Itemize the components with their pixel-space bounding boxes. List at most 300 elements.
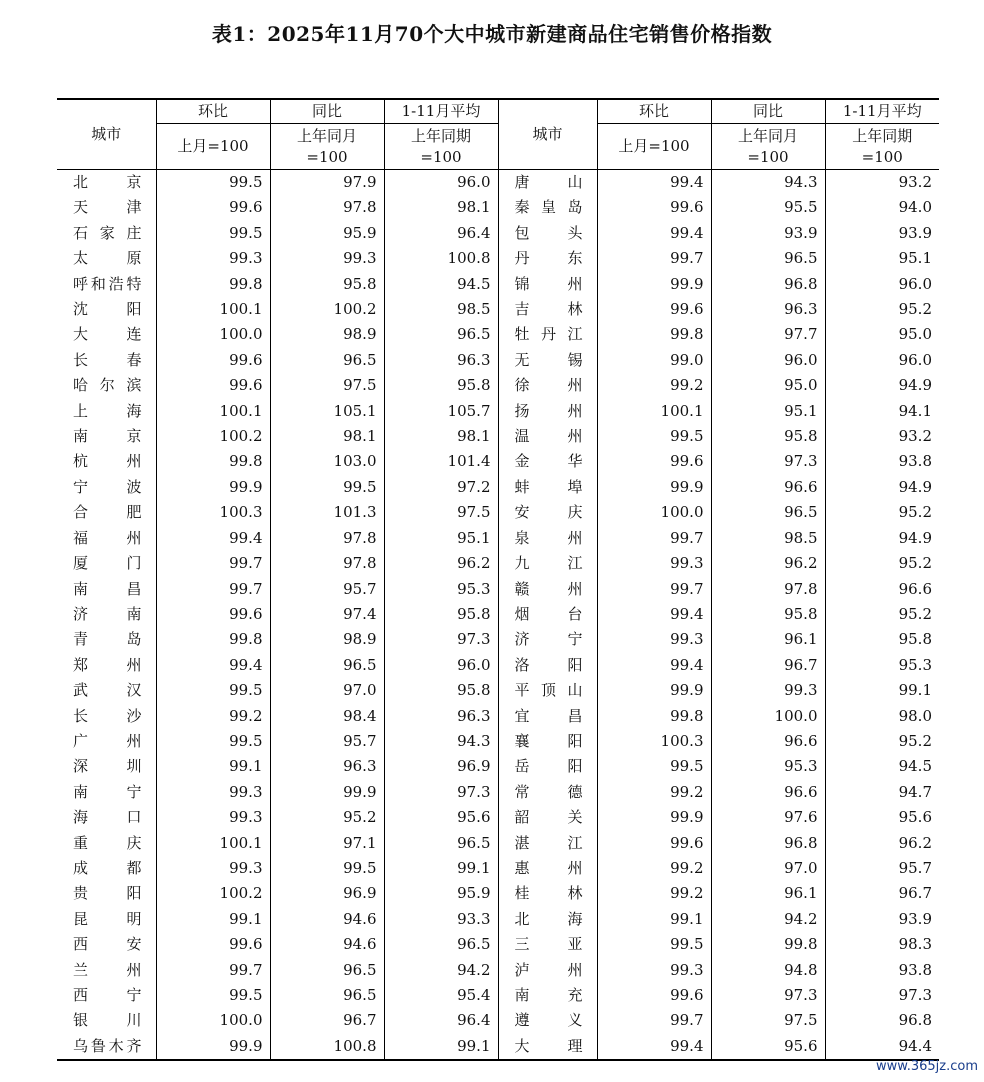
avg-right-cell: 93.2: [825, 424, 939, 449]
city-left-cell: 济南: [73, 604, 142, 623]
avg-left-cell: 97.3: [384, 627, 498, 652]
mom-left-cell: 100.1: [156, 399, 270, 424]
city-left-cell: 乌鲁木齐: [57, 1034, 156, 1060]
city-right-cell: 桂林: [498, 881, 597, 906]
avg-left-cell: 99.1: [384, 856, 498, 881]
avg-right-cell: 95.0: [825, 322, 939, 347]
city-right-cell: 遵义: [498, 1008, 597, 1033]
city-right-cell: 锦州: [498, 272, 597, 297]
city-left-cell: 南宁: [73, 782, 142, 801]
yoy-right-cell: 94.3: [711, 170, 825, 196]
mom-right-cell: 99.9: [597, 272, 711, 297]
city-left-cell: 成都: [73, 858, 142, 877]
mom-left-cell: 99.5: [156, 170, 270, 196]
avg-left-cell: 96.4: [384, 1008, 498, 1033]
city-right-cell: 泸州: [498, 958, 597, 983]
mom-left-cell: 99.1: [156, 907, 270, 932]
mom-left-cell: 99.9: [156, 1034, 270, 1060]
yoy-left-cell: 100.8: [270, 1034, 384, 1060]
mom-left-cell: 99.8: [156, 272, 270, 297]
yoy-right-cell: 97.6: [711, 805, 825, 830]
mom-right-cell: 99.7: [597, 246, 711, 271]
avg-left-cell: 95.8: [384, 602, 498, 627]
mom-left-cell: 99.1: [156, 754, 270, 779]
mom-right-cell: 99.9: [597, 805, 711, 830]
city-right-cell: 徐州: [498, 373, 597, 398]
city-right-cell: 洛阳: [498, 653, 597, 678]
avg-right-cell: 95.3: [825, 653, 939, 678]
city-left-cell: 银川: [73, 1011, 142, 1030]
mom-left-cell: 99.3: [156, 780, 270, 805]
mom-right-cell: 99.4: [597, 602, 711, 627]
table-row: [57, 551, 939, 576]
city-left-cell: 海口: [73, 808, 142, 827]
city-right-cell: 襄阳: [498, 729, 597, 754]
city-left-cell: 北京: [73, 173, 142, 191]
mom-right-cell: 99.7: [597, 526, 711, 551]
yoy-right-cell: 97.7: [711, 322, 825, 347]
watermark: www.365jz.com: [876, 1059, 978, 1074]
avg-left-cell: 96.0: [384, 653, 498, 678]
avg-right-cell: 96.2: [825, 831, 939, 856]
yoy-right-cell: 96.6: [711, 780, 825, 805]
table-row: [57, 627, 939, 652]
city-left-cell: 昆明: [73, 909, 142, 928]
city-header: 城市: [57, 99, 156, 170]
city-left-cell: 上海: [73, 401, 142, 420]
yoy-left-cell: 103.0: [270, 449, 384, 474]
mom-right-cell: 99.4: [597, 1034, 711, 1060]
yoy-right-cell: 97.3: [711, 983, 825, 1008]
avg-right-cell: 96.7: [825, 881, 939, 906]
avg-left-cell: 96.3: [384, 704, 498, 729]
avg-right-cell: 94.9: [825, 475, 939, 500]
avg-right-cell: 95.2: [825, 602, 939, 627]
avg-right-cell: 99.1: [825, 678, 939, 703]
avg-left-cell: 105.7: [384, 399, 498, 424]
city-left-cell: 福州: [73, 528, 142, 547]
city-right-cell: 岳阳: [498, 754, 597, 779]
price-index-table: [57, 98, 939, 1061]
city-left-cell: 青岛: [73, 630, 142, 649]
yoy-right-cell: 95.0: [711, 373, 825, 398]
avg-left-cell: 96.9: [384, 754, 498, 779]
avg-left-cell: 99.1: [384, 1034, 498, 1060]
mom-right-cell: 99.6: [597, 195, 711, 220]
mom-header-2: 环比: [597, 99, 711, 124]
mom-left-cell: 100.0: [156, 1008, 270, 1033]
mom-left-cell: 99.6: [156, 932, 270, 957]
table-row: [57, 754, 939, 779]
city-left-cell: 西宁: [73, 986, 142, 1004]
yoy-right-cell: 96.1: [711, 627, 825, 652]
avg-right-cell: 98.3: [825, 932, 939, 957]
yoy-left-cell: 94.6: [270, 907, 384, 932]
avg-left-cell: 96.5: [384, 831, 498, 856]
table-row: [57, 958, 939, 983]
yoy-right-cell: 98.5: [711, 526, 825, 551]
avg-right-cell: 95.1: [825, 246, 939, 271]
city-left-cell: 南京: [73, 427, 142, 446]
avg-right-cell: 95.6: [825, 805, 939, 830]
avg-header: 1-11月平均: [384, 99, 498, 124]
city-left-cell: 杭州: [73, 452, 142, 471]
city-right-cell: 南充: [498, 983, 597, 1008]
avg-right-cell: 94.0: [825, 195, 939, 220]
yoy-base-header: 上年同月 =100: [270, 124, 384, 170]
avg-left-cell: 98.5: [384, 297, 498, 322]
table-row: [57, 526, 939, 551]
table-row: [57, 399, 939, 424]
mom-right-cell: 99.2: [597, 856, 711, 881]
yoy-left-cell: 97.8: [270, 526, 384, 551]
yoy-header-2: 同比: [711, 99, 825, 124]
city-left-cell: 天津: [73, 198, 142, 217]
yoy-header: 同比: [270, 99, 384, 124]
yoy-right-cell: 96.3: [711, 297, 825, 322]
yoy-right-cell: 96.5: [711, 500, 825, 525]
yoy-left-cell: 95.2: [270, 805, 384, 830]
avg-right-cell: 94.9: [825, 373, 939, 398]
yoy-left-cell: 97.5: [270, 373, 384, 398]
mom-right-cell: 100.0: [597, 500, 711, 525]
mom-left-cell: 100.2: [156, 424, 270, 449]
mom-left-cell: 99.4: [156, 526, 270, 551]
table-row: [57, 907, 939, 932]
city-right-cell: 扬州: [498, 399, 597, 424]
avg-right-cell: 96.0: [825, 272, 939, 297]
city-right-cell: 湛江: [498, 831, 597, 856]
city-right-cell: 平顶山: [498, 678, 597, 703]
avg-base-header: 上年同期 =100: [384, 124, 498, 170]
yoy-left-cell: 97.4: [270, 602, 384, 627]
avg-right-cell: 95.2: [825, 500, 939, 525]
mom-left-cell: 99.4: [156, 653, 270, 678]
mom-right-cell: 99.4: [597, 221, 711, 246]
yoy-right-cell: 96.6: [711, 729, 825, 754]
mom-left-cell: 99.5: [156, 729, 270, 754]
city-right-cell: 秦皇岛: [498, 195, 597, 220]
yoy-right-cell: 96.8: [711, 272, 825, 297]
mom-right-cell: 99.9: [597, 475, 711, 500]
mom-left-cell: 99.2: [156, 704, 270, 729]
mom-right-cell: 99.6: [597, 983, 711, 1008]
yoy-right-cell: 100.0: [711, 704, 825, 729]
table-row: [57, 932, 939, 957]
yoy-right-cell: 97.5: [711, 1008, 825, 1033]
table-row: [57, 831, 939, 856]
avg-left-cell: 95.8: [384, 373, 498, 398]
avg-left-cell: 93.3: [384, 907, 498, 932]
city-left-cell: 合肥: [73, 503, 142, 522]
mom-right-cell: 99.6: [597, 831, 711, 856]
avg-right-cell: 96.6: [825, 577, 939, 602]
yoy-left-cell: 95.7: [270, 729, 384, 754]
mom-right-cell: 99.8: [597, 704, 711, 729]
mom-right-cell: 99.2: [597, 373, 711, 398]
yoy-left-cell: 96.5: [270, 653, 384, 678]
mom-left-cell: 99.9: [156, 475, 270, 500]
table-row: [57, 322, 939, 347]
yoy-left-cell: 95.8: [270, 272, 384, 297]
avg-left-cell: 96.5: [384, 322, 498, 347]
table-row: [57, 602, 939, 627]
avg-right-cell: 93.9: [825, 907, 939, 932]
mom-left-cell: 99.6: [156, 602, 270, 627]
city-right-cell: 常德: [498, 780, 597, 805]
city-right-cell: 唐山: [498, 170, 597, 196]
avg-header-2: 1-11月平均: [825, 99, 939, 124]
table-row: [57, 170, 939, 196]
yoy-right-cell: 95.8: [711, 424, 825, 449]
table-row: [57, 449, 939, 474]
yoy-left-cell: 98.9: [270, 627, 384, 652]
city-left-cell: 呼和浩特: [73, 274, 142, 293]
mom-right-cell: 99.8: [597, 322, 711, 347]
mom-right-cell: 100.1: [597, 399, 711, 424]
city-left-cell: 太原: [73, 249, 142, 268]
yoy-left-cell: 101.3: [270, 500, 384, 525]
mom-right-cell: 99.7: [597, 577, 711, 602]
yoy-right-cell: 95.8: [711, 602, 825, 627]
mom-right-cell: 99.5: [597, 424, 711, 449]
avg-right-cell: 95.8: [825, 627, 939, 652]
avg-left-cell: 94.2: [384, 958, 498, 983]
yoy-right-cell: 95.1: [711, 399, 825, 424]
mom-right-cell: 99.9: [597, 678, 711, 703]
yoy-left-cell: 97.0: [270, 678, 384, 703]
avg-left-cell: 97.3: [384, 780, 498, 805]
avg-right-cell: 94.1: [825, 399, 939, 424]
yoy-left-cell: 96.7: [270, 1008, 384, 1033]
avg-left-cell: 95.1: [384, 526, 498, 551]
mom-left-cell: 100.3: [156, 500, 270, 525]
yoy-left-cell: 97.9: [270, 170, 384, 196]
city-left-cell: 郑州: [73, 655, 142, 674]
city-left-cell: 南昌: [73, 579, 142, 598]
mom-left-cell: 100.1: [156, 831, 270, 856]
avg-left-cell: 95.3: [384, 577, 498, 602]
mom-right-cell: 100.3: [597, 729, 711, 754]
city-left-cell: 厦门: [73, 554, 142, 573]
city-right-cell: 丹东: [498, 246, 597, 271]
mom-left-cell: 99.8: [156, 449, 270, 474]
avg-left-cell: 94.3: [384, 729, 498, 754]
yoy-right-cell: 96.1: [711, 881, 825, 906]
mom-left-cell: 100.1: [156, 297, 270, 322]
city-left-cell: 沈阳: [73, 300, 142, 319]
table-row: [57, 780, 939, 805]
avg-left-cell: 97.2: [384, 475, 498, 500]
city-left-cell: 武汉: [73, 681, 142, 700]
yoy-left-cell: 98.1: [270, 424, 384, 449]
mom-right-cell: 99.7: [597, 1008, 711, 1033]
yoy-left-cell: 96.3: [270, 754, 384, 779]
yoy-right-cell: 95.6: [711, 1034, 825, 1060]
yoy-right-cell: 96.0: [711, 348, 825, 373]
yoy-right-cell: 94.2: [711, 907, 825, 932]
avg-right-cell: 93.8: [825, 958, 939, 983]
city-left-cell: 广州: [73, 731, 142, 750]
yoy-left-cell: 105.1: [270, 399, 384, 424]
city-right-cell: 济宁: [498, 627, 597, 652]
table-row: [57, 424, 939, 449]
mom-left-cell: 99.3: [156, 246, 270, 271]
mom-right-cell: 99.5: [597, 932, 711, 957]
mom-right-cell: 99.1: [597, 907, 711, 932]
table-row: [57, 805, 939, 830]
avg-base-header-2: 上年同期 =100: [825, 124, 939, 170]
mom-left-cell: 99.6: [156, 348, 270, 373]
table-row: [57, 272, 939, 297]
table-row: [57, 500, 939, 525]
avg-left-cell: 101.4: [384, 449, 498, 474]
yoy-right-cell: 99.3: [711, 678, 825, 703]
city-right-cell: 惠州: [498, 856, 597, 881]
table-row: [57, 1008, 939, 1033]
city-left-cell: 长春: [73, 350, 142, 369]
city-left-cell: 石家庄: [73, 223, 142, 242]
city-right-cell: 吉林: [498, 297, 597, 322]
avg-right-cell: 95.2: [825, 729, 939, 754]
mom-left-cell: 99.6: [156, 195, 270, 220]
avg-left-cell: 98.1: [384, 424, 498, 449]
table-row: [57, 246, 939, 271]
mom-left-cell: 100.2: [156, 881, 270, 906]
mom-left-cell: 100.0: [156, 322, 270, 347]
avg-right-cell: 94.7: [825, 780, 939, 805]
table-row: [57, 1034, 939, 1060]
yoy-left-cell: 96.5: [270, 958, 384, 983]
yoy-right-cell: 97.3: [711, 449, 825, 474]
yoy-left-cell: 96.5: [270, 348, 384, 373]
page-title: 表1：2025年11月70个大中城市新建商品住宅销售价格指数: [211, 22, 773, 46]
mom-left-cell: 99.8: [156, 627, 270, 652]
city-left-cell: 兰州: [73, 960, 142, 979]
yoy-right-cell: 96.8: [711, 831, 825, 856]
city-left-cell: 重庆: [73, 833, 142, 852]
mom-left-cell: 99.6: [156, 373, 270, 398]
mom-left-cell: 99.3: [156, 805, 270, 830]
city-right-cell: 九江: [498, 551, 597, 576]
mom-right-cell: 99.4: [597, 653, 711, 678]
city-right-cell: 包头: [498, 221, 597, 246]
yoy-right-cell: 95.5: [711, 195, 825, 220]
table-row: [57, 881, 939, 906]
avg-left-cell: 96.5: [384, 932, 498, 957]
city-right-cell: 安庆: [498, 500, 597, 525]
city-right-cell: 烟台: [498, 602, 597, 627]
avg-right-cell: 94.4: [825, 1034, 939, 1060]
yoy-left-cell: 95.7: [270, 577, 384, 602]
mom-left-cell: 99.7: [156, 958, 270, 983]
mom-right-cell: 99.2: [597, 881, 711, 906]
avg-right-cell: 96.8: [825, 1008, 939, 1033]
yoy-right-cell: 96.7: [711, 653, 825, 678]
city-left-cell: 深圳: [73, 757, 142, 776]
city-right-cell: 宜昌: [498, 704, 597, 729]
avg-right-cell: 98.0: [825, 704, 939, 729]
yoy-left-cell: 98.4: [270, 704, 384, 729]
yoy-right-cell: 96.2: [711, 551, 825, 576]
yoy-right-cell: 94.8: [711, 958, 825, 983]
city-left-cell: 大连: [73, 325, 142, 344]
avg-right-cell: 94.5: [825, 754, 939, 779]
avg-left-cell: 97.5: [384, 500, 498, 525]
avg-left-cell: 96.3: [384, 348, 498, 373]
avg-left-cell: 98.1: [384, 195, 498, 220]
yoy-left-cell: 97.8: [270, 195, 384, 220]
mom-right-cell: 99.3: [597, 627, 711, 652]
yoy-left-cell: 95.9: [270, 221, 384, 246]
yoy-left-cell: 100.2: [270, 297, 384, 322]
avg-left-cell: 95.8: [384, 678, 498, 703]
table-row: [57, 577, 939, 602]
table-row: [57, 475, 939, 500]
city-right-cell: 韶关: [498, 805, 597, 830]
mom-right-cell: 99.3: [597, 958, 711, 983]
yoy-left-cell: 99.5: [270, 856, 384, 881]
yoy-left-cell: 99.5: [270, 475, 384, 500]
yoy-right-cell: 97.8: [711, 577, 825, 602]
table-row: [57, 373, 939, 398]
yoy-right-cell: 93.9: [711, 221, 825, 246]
city-left-cell: 贵阳: [73, 884, 142, 903]
avg-right-cell: 96.0: [825, 348, 939, 373]
yoy-left-cell: 99.3: [270, 246, 384, 271]
avg-left-cell: 95.9: [384, 881, 498, 906]
yoy-base-header-2: 上年同月 =100: [711, 124, 825, 170]
mom-left-cell: 99.5: [156, 678, 270, 703]
mom-right-cell: 99.3: [597, 551, 711, 576]
yoy-left-cell: 96.9: [270, 881, 384, 906]
avg-right-cell: 95.7: [825, 856, 939, 881]
mom-left-cell: 99.5: [156, 221, 270, 246]
yoy-left-cell: 98.9: [270, 322, 384, 347]
city-left-cell: 哈尔滨: [73, 376, 142, 395]
avg-right-cell: 94.9: [825, 526, 939, 551]
yoy-right-cell: 96.5: [711, 246, 825, 271]
yoy-right-cell: 99.8: [711, 932, 825, 957]
avg-left-cell: 96.0: [384, 170, 498, 196]
avg-left-cell: 96.4: [384, 221, 498, 246]
city-right-cell: 牡丹江: [498, 322, 597, 347]
avg-left-cell: 94.5: [384, 272, 498, 297]
city-right-cell: 温州: [498, 424, 597, 449]
avg-left-cell: 100.8: [384, 246, 498, 271]
yoy-right-cell: 95.3: [711, 754, 825, 779]
city-right-cell: 金华: [498, 449, 597, 474]
avg-right-cell: 97.3: [825, 983, 939, 1008]
table-row: [57, 348, 939, 373]
mom-right-cell: 99.5: [597, 754, 711, 779]
city-right-cell: 赣州: [498, 577, 597, 602]
table-row: [57, 856, 939, 881]
avg-right-cell: 93.2: [825, 170, 939, 196]
table-row: [57, 221, 939, 246]
table-row: [57, 653, 939, 678]
city-header-2: 城市: [498, 99, 597, 170]
city-right-cell: 蚌埠: [498, 475, 597, 500]
yoy-left-cell: 94.6: [270, 932, 384, 957]
table-row: [57, 704, 939, 729]
table-row: [57, 983, 939, 1008]
city-right-cell: 北海: [498, 907, 597, 932]
city-left-cell: 宁波: [73, 477, 142, 496]
table-row: [57, 195, 939, 220]
mom-base-header: 上月=100: [156, 124, 270, 170]
table-row: [57, 729, 939, 754]
